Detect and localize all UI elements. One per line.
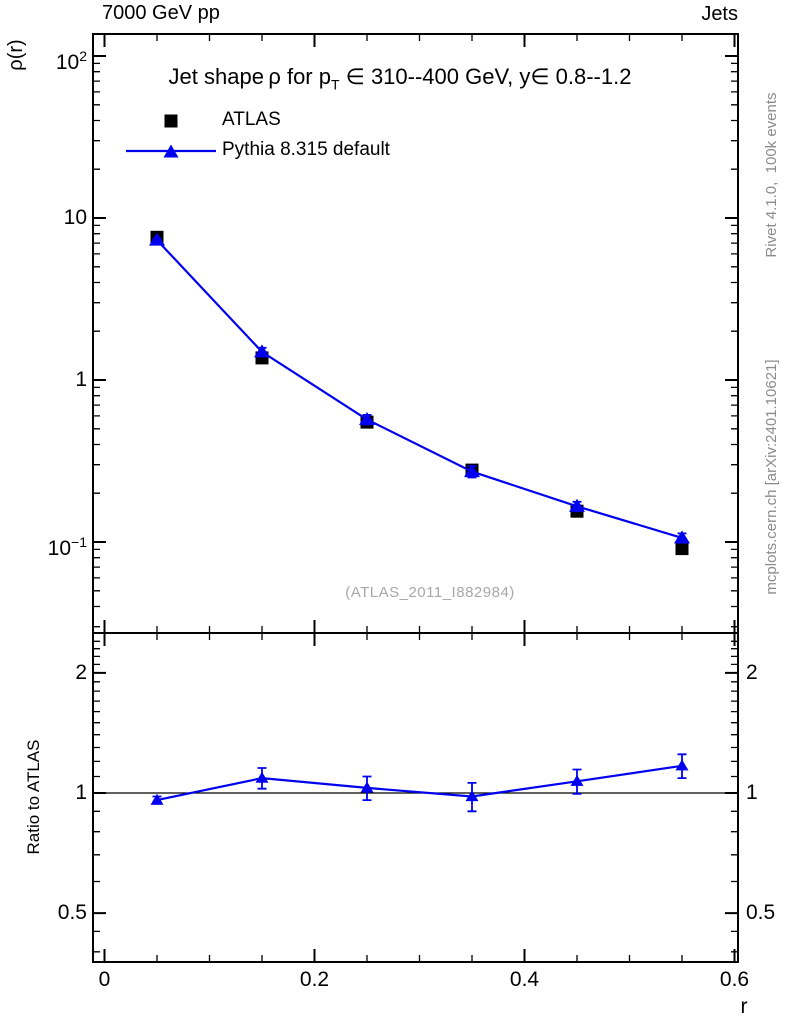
ratio-error-bars (153, 754, 687, 811)
pythia-error-bars (153, 239, 687, 543)
ratio-y-tick-label: 0.5 (57, 901, 87, 925)
minor-ticks (93, 633, 738, 962)
pythia-line (157, 240, 682, 538)
x-tick-label: 0.2 (299, 968, 330, 991)
major-ticks (93, 34, 738, 633)
plot-title-pre: Jet shape ρ for p (168, 64, 331, 89)
ratio-y-tick-label-right: 1 (746, 781, 758, 804)
x-tick-label: 0.6 (719, 968, 750, 991)
ratio-data-point (676, 759, 689, 770)
ratio-y-tick-label: 1 (75, 781, 87, 804)
process-label: Jets (701, 3, 738, 25)
rivet-version-note: Rivet 4.1.0, 100k events (763, 92, 780, 258)
legend-atlas-marker-icon (165, 115, 178, 128)
plot-title-post: ∈ 310--400 GeV, y∈ 0.8--1.2 (339, 64, 632, 89)
ratio-data-point (256, 772, 269, 783)
ratio-line (157, 766, 682, 800)
beam-energy-label: 7000 GeV pp (102, 2, 220, 24)
legend-label-atlas: ATLAS (222, 109, 281, 130)
exponent: 2 (79, 48, 87, 64)
ratio-y-axis-title: Ratio to ATLAS (24, 739, 43, 855)
analysis-watermark: (ATLAS_2011_I882984) (345, 584, 515, 601)
main-y-tick-label: $10^{-1}$ (47, 534, 87, 560)
ratio-y-tick-label: 2 (75, 660, 87, 684)
atlas-data-point (676, 542, 689, 555)
minor-ticks (93, 34, 738, 633)
plot-title (100, 64, 700, 92)
main-y-tick-label: $10^2$ (55, 48, 87, 74)
main-y-tick-label: 1 (75, 368, 87, 391)
x-tick-label: 0 (98, 968, 111, 991)
legend-label-pythia: Pythia 8.315 default (222, 139, 390, 160)
x-tick-label: 0.4 (509, 968, 540, 991)
main-y-axis-title: ρ(r) (5, 39, 27, 71)
ratio-y-tick-label-right: 2 (746, 660, 758, 684)
ratio-frame (93, 633, 738, 962)
main-frame (93, 34, 738, 633)
ratio-y-tick-label-right: 0.5 (746, 901, 776, 925)
plot-title-sub: T (331, 76, 340, 93)
x-axis-title: r (740, 995, 748, 1018)
major-ticks (93, 633, 738, 962)
main-y-tick-label: 10 (63, 206, 87, 229)
mcplots-citation-note: mcplots.cern.ch [arXiv:2401.10621] (763, 359, 780, 595)
exponent: −1 (71, 534, 87, 550)
